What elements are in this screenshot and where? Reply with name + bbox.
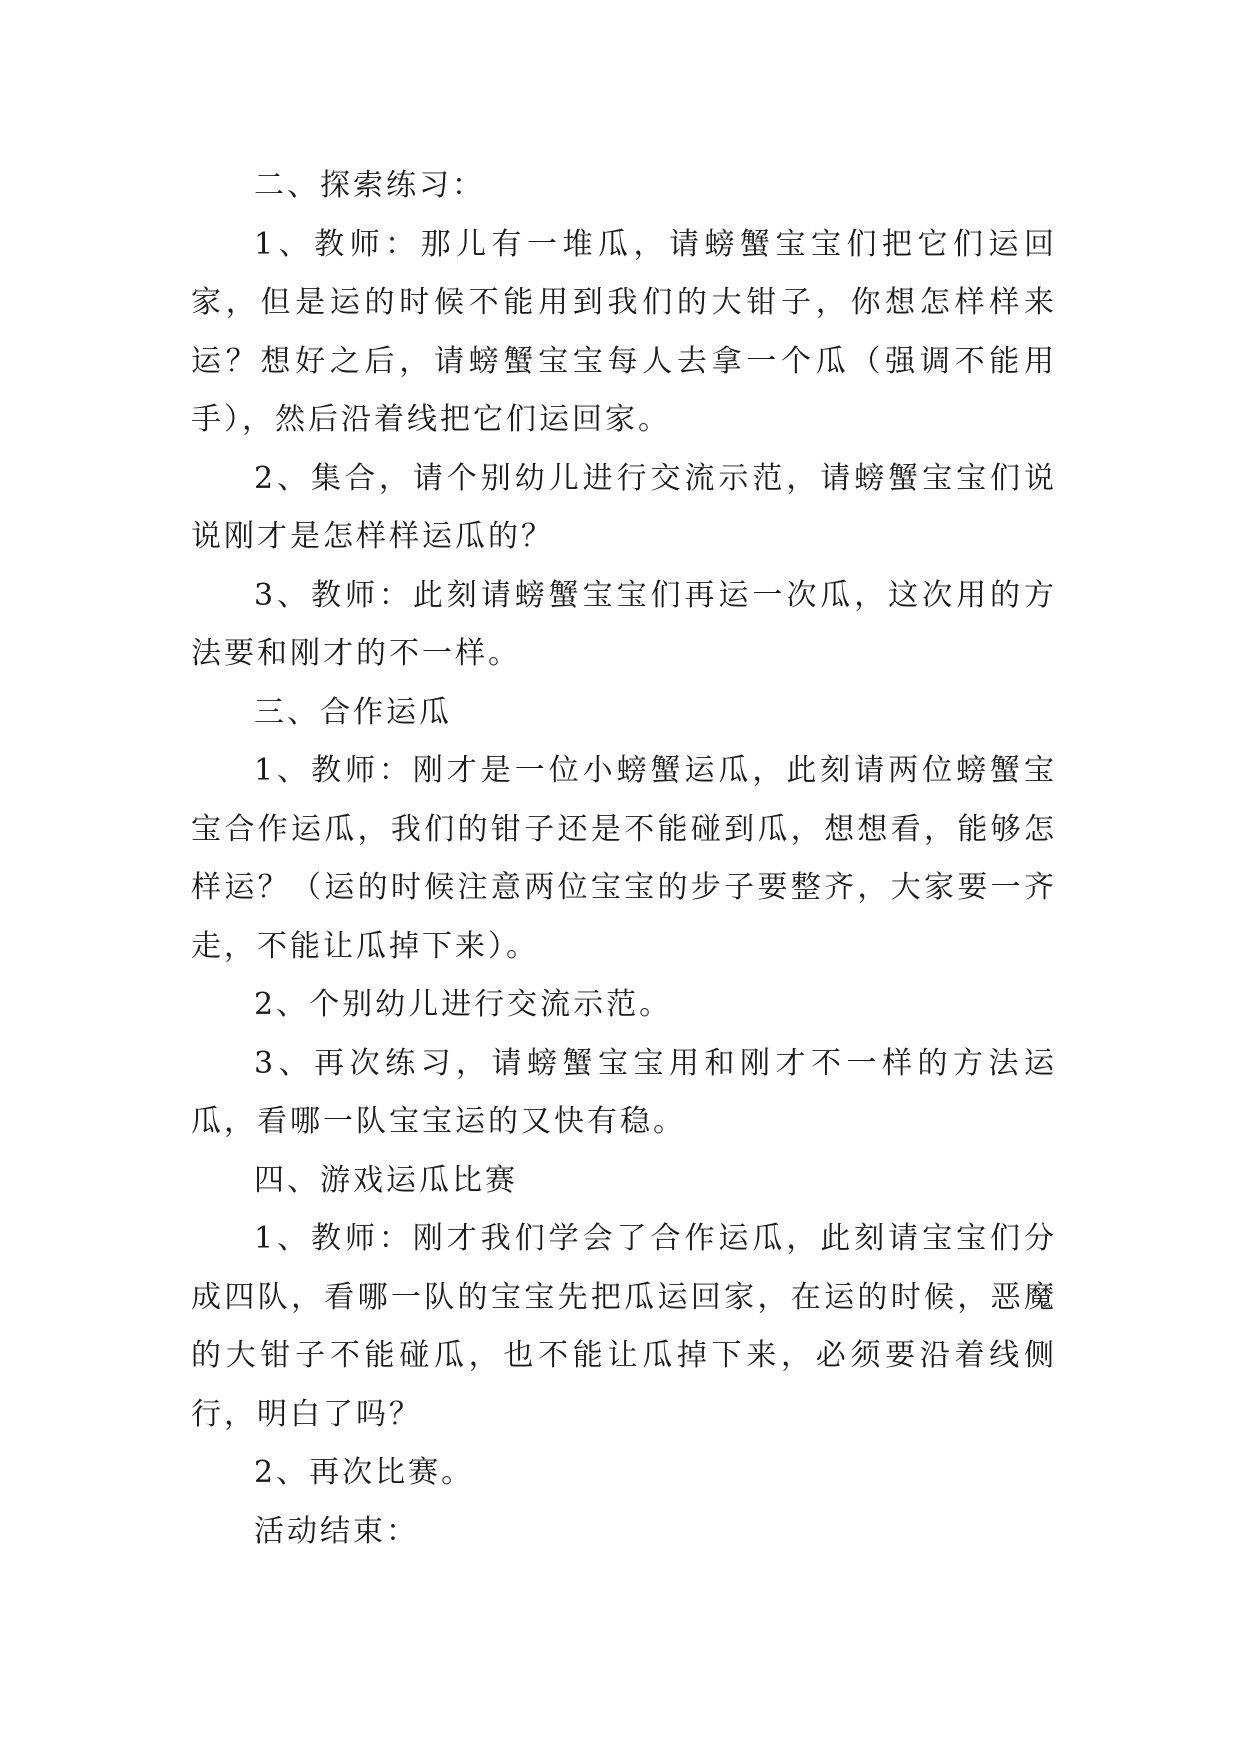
section-heading-end: 活动结束： xyxy=(254,1513,419,1549)
paragraph: 3、再次练习，请螃蟹宝宝用和刚才不一样的方法运瓜，看哪一队宝宝运的又快有稳。 xyxy=(191,1045,1057,1139)
paragraph: 2、集合，请个别幼儿进行交流示范，请螃蟹宝宝们说说刚才是怎样样运瓜的？ xyxy=(191,460,1057,554)
paragraph: 2、再次比赛。 xyxy=(254,1455,475,1490)
paragraph: 3、教师：此刻请螃蟹宝宝们再运一次瓜，这次用的方法要和刚才的不一样。 xyxy=(191,577,1057,671)
section-heading-cooperate: 三、合作运瓜 xyxy=(254,694,452,730)
paragraph: 1、教师：刚才我们学会了合作运瓜，此刻请宝宝们分成四队，看哪一队的宝宝先把瓜运回家，在运的时候，恶魔的大钳子不能碰瓜，也不能让瓜掉下来，必须要沿着线侧行，明白了吗？ xyxy=(191,1221,1057,1432)
paragraph: 1、教师：刚才是一位小螃蟹运瓜，此刻请两位螃蟹宝宝合作运瓜，我们的钳子还是不能碰到瓜，想想看，能够怎样运？（运的时候注意两位宝宝的步子要整齐，大家要一齐走，不能让瓜掉下来）。 xyxy=(191,753,1057,964)
document-body xyxy=(191,157,1057,1561)
paragraph: 2、个别幼儿进行交流示范。 xyxy=(254,987,673,1022)
section-heading-game: 四、游戏运瓜比赛 xyxy=(254,1162,518,1198)
paragraph: 1、教师：那儿有一堆瓜，请螃蟹宝宝们把它们运回家，但是运的时候不能用到我们的大钳子，你想怎样样来运？想好之后，请螃蟹宝宝每人去拿一个瓜（强调不能用手），然后沿着线把它们运回家。 xyxy=(191,226,1057,437)
section-heading-explore: 二、探索练习： xyxy=(254,168,485,203)
